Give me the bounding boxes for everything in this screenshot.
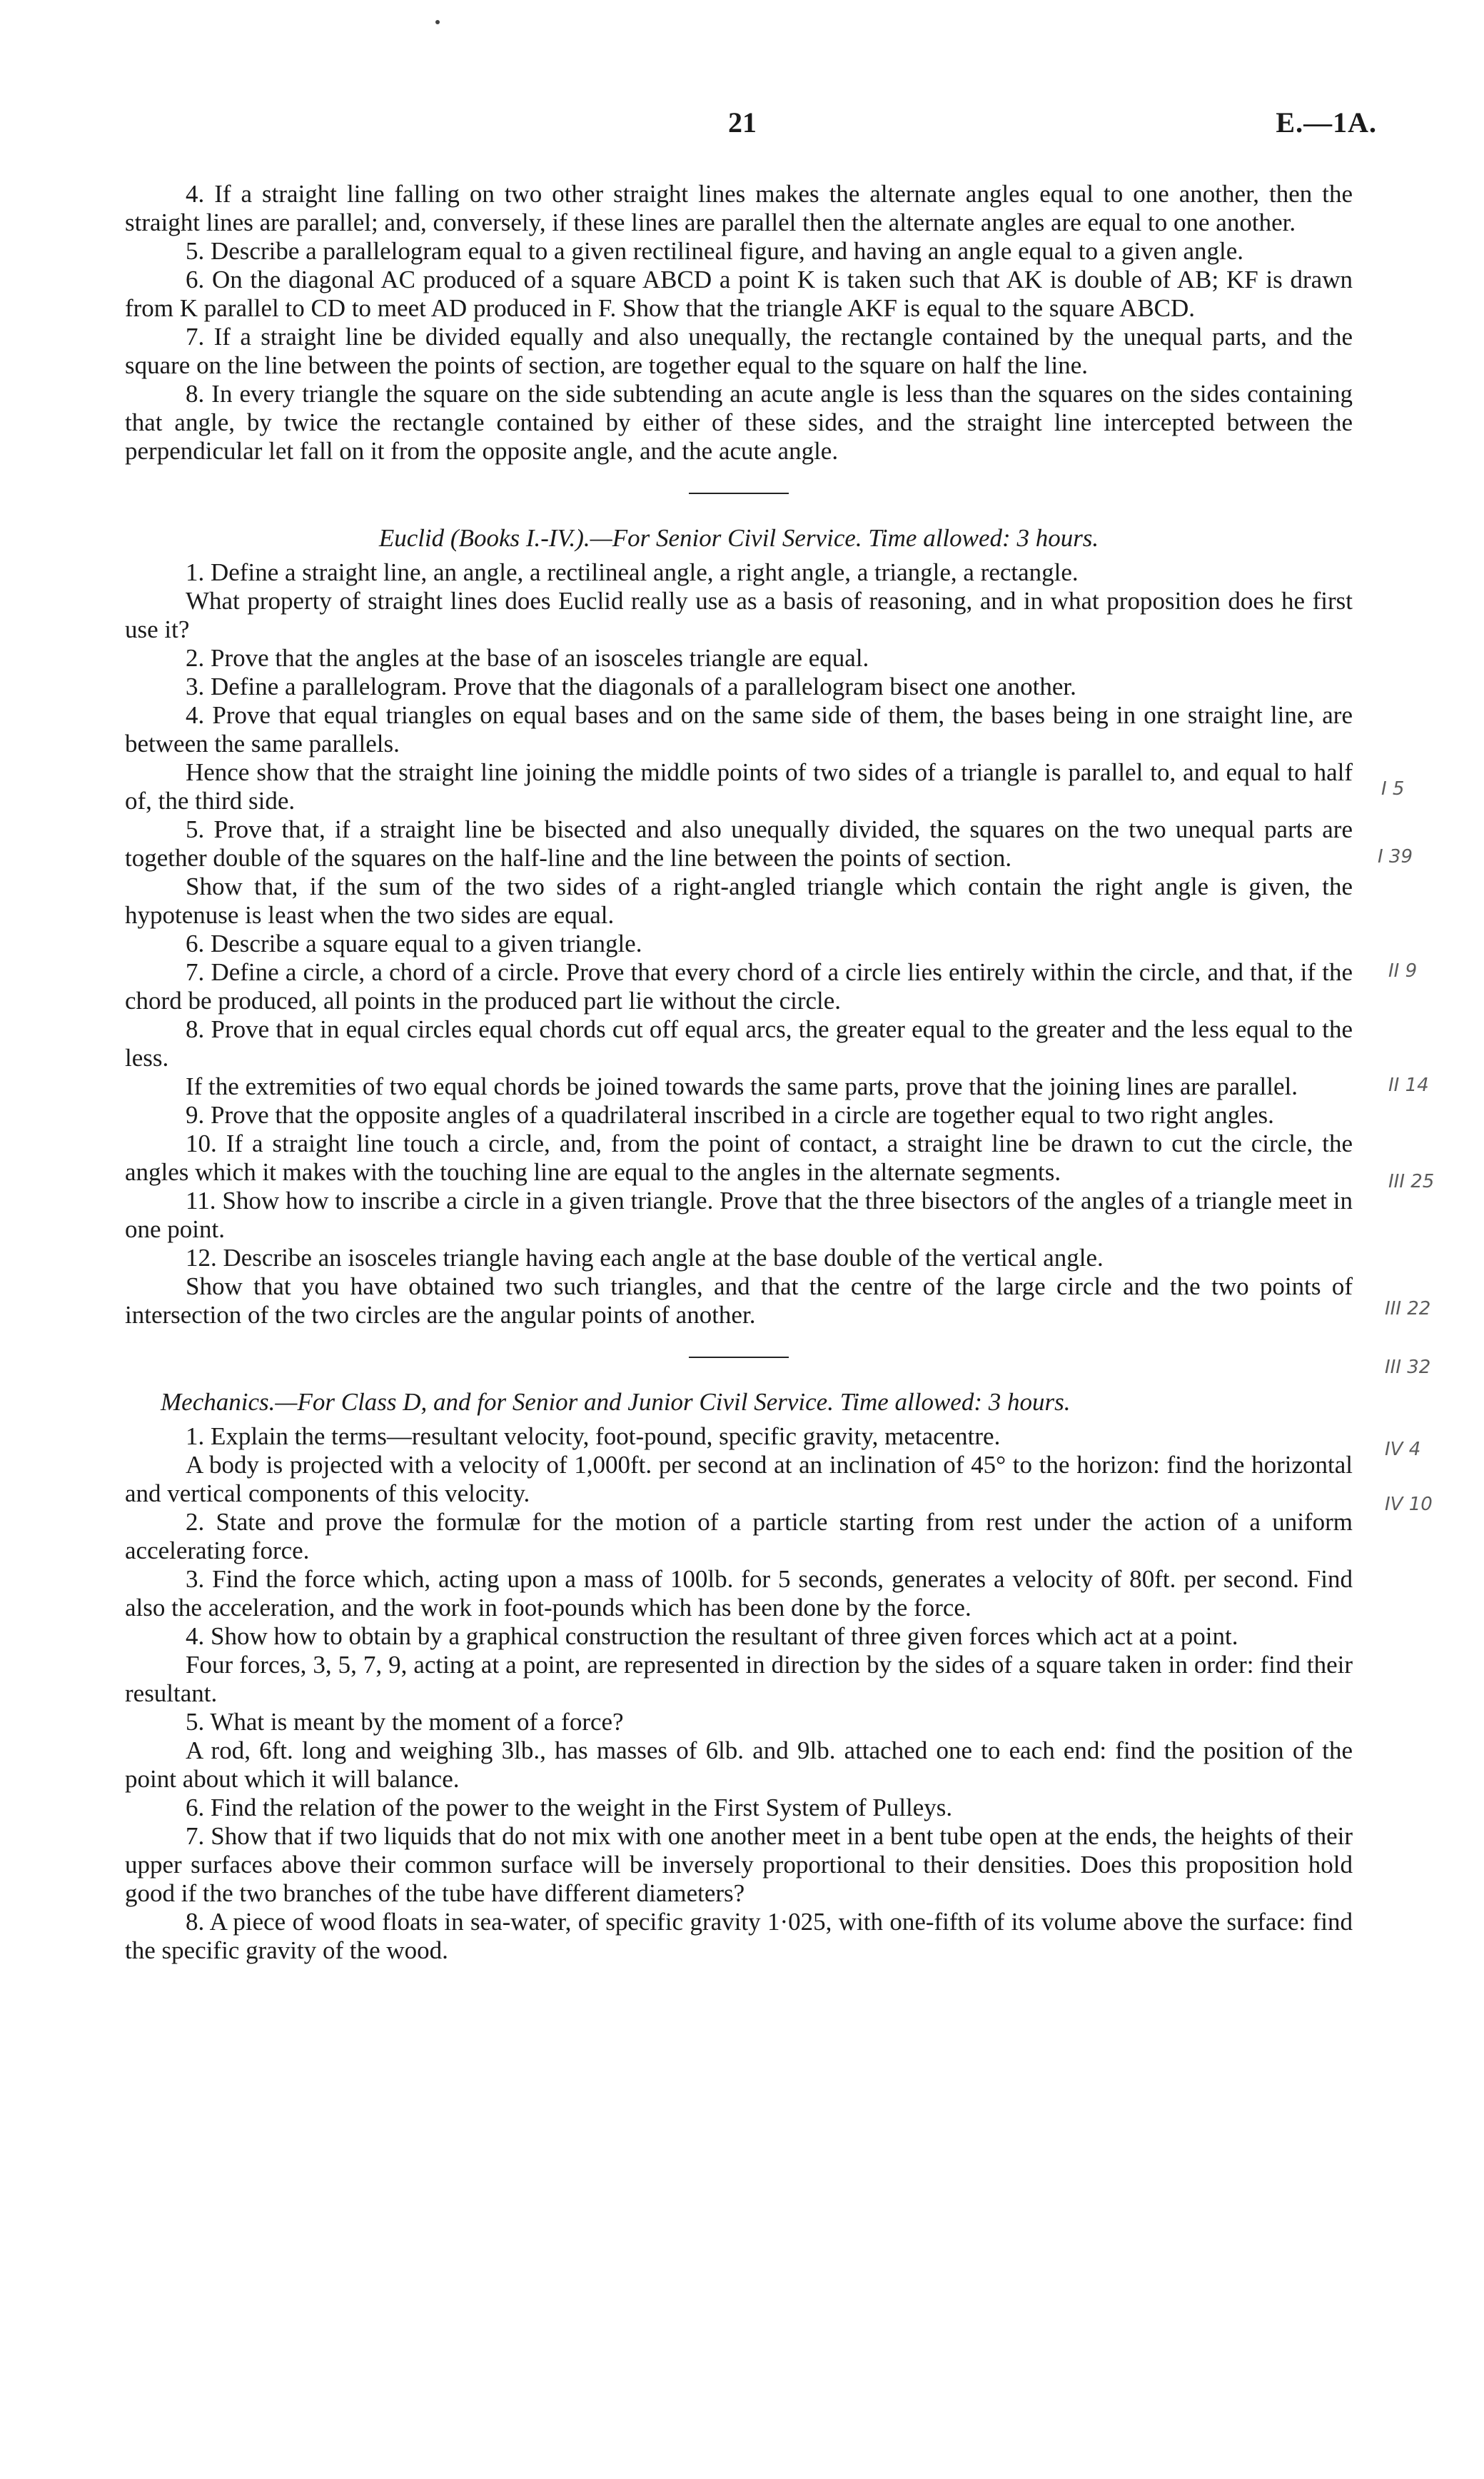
margin-note: I 39 xyxy=(1378,846,1413,868)
question-paragraph: 4. If a straight line falling on two other straight lines makes the alternate angles equal to one another, then the straight lines are parallel; and, conversely, if these lines are parallel then the alternate angles are equal to one another. xyxy=(125,180,1353,236)
question-paragraph: 11. Show how to inscribe a circle in a given triangle. Prove that the three bisectors of the angles of a triangle meet in one point. xyxy=(125,1187,1353,1243)
margin-note: II 14 xyxy=(1388,1075,1429,1096)
section-euclid xyxy=(125,524,1353,1329)
document-reference: E.—1A. xyxy=(1276,106,1377,139)
margin-note: III 25 xyxy=(1388,1171,1435,1192)
question-paragraph: 2. State and prove the formulæ for the motion of a particle starting from rest under the action of a uniform accelerating force. xyxy=(125,1508,1353,1564)
question-paragraph: Show that you have obtained two such triangles, and that the centre of the large circle and the two points of intersection of the two circles are the angular points of another. xyxy=(125,1272,1353,1329)
section-geometry-continued xyxy=(125,180,1353,466)
question-paragraph: What property of straight lines does Euclid really use as a basis of reasoning, and in what proposition does he first use it? xyxy=(125,587,1353,643)
margin-note: III 32 xyxy=(1385,1357,1431,1378)
question-paragraph: 10. If a straight line touch a circle, and, from the point of contact, a straight line be drawn to cut the circle, the angles which it makes with the touching line are equal to the angles in the alternate segments. xyxy=(125,1130,1353,1186)
question-paragraph: 12. Describe an isosceles triangle having each angle at the base double of the vertical angle. xyxy=(186,1244,1104,1272)
question-paragraph: 7. If a straight line be divided equally and also unequally, the rectangle contained by the unequal parts, and the square on the line between the points of section, are together equal to the square on half the line. xyxy=(125,323,1353,379)
section-divider xyxy=(689,493,789,494)
question-paragraph: 6. Find the relation of the power to the weight in the First System of Pulleys. xyxy=(186,1794,953,1821)
question-paragraph: 4. Show how to obtain by a graphical construction the resultant of three given forces which act at a point. xyxy=(186,1622,1238,1650)
question-paragraph: A body is projected with a velocity of 1,000ft. per second at an inclination of 45° to the horizon: find the horizontal and vertical components of this velocity. xyxy=(125,1451,1353,1507)
question-paragraph: 8. Prove that in equal circles equal chords cut off equal arcs, the greater equal to the greater and the less equal to the less. xyxy=(125,1015,1353,1072)
question-paragraph: Four forces, 3, 5, 7, 9, acting at a point, are represented in direction by the sides of a square taken in order: find their resultant. xyxy=(125,1651,1353,1707)
question-paragraph: 8. A piece of wood floats in sea-water, of specific gravity 1·025, with one-fifth of its volume above the surface: find the specific gravity of the wood. xyxy=(125,1908,1353,1964)
margin-note: II 9 xyxy=(1388,960,1418,982)
question-paragraph: If the extremities of two equal chords be joined towards the same parts, prove that the joining lines are parallel. xyxy=(186,1072,1298,1100)
margin-note: IV 4 xyxy=(1385,1439,1421,1460)
question-paragraph: 7. Show that if two liquids that do not mix with one another meet in a bent tube open at the ends, the heights of their upper surfaces above their common surface will be inversely proportional to their densities. Does this proposition hold good if the two branches of the tube have different diameters? xyxy=(125,1822,1353,1907)
question-paragraph: 5. Describe a parallelogram equal to a given rectilineal figure, and having an angle equal to a given angle. xyxy=(186,237,1244,265)
question-paragraph: 4. Prove that equal triangles on equal bases and on the same side of them, the bases being in one straight line, are between the same parallels. xyxy=(125,701,1353,758)
margin-note: IV 10 xyxy=(1385,1494,1433,1515)
section-mechanics xyxy=(125,1388,1353,1965)
section-heading: Euclid (Books I.-IV.).—For Senior Civil Service. Time allowed: 3 hours. xyxy=(378,524,1099,552)
question-paragraph: 9. Prove that the opposite angles of a quadrilateral inscribed in a circle are together equal to two right angles. xyxy=(186,1101,1274,1129)
question-paragraph: 7. Define a circle, a chord of a circle. Prove that every chord of a circle lies entirely within the circle, and that, if the chord be produced, all points in the produced part lie without the circle. xyxy=(125,958,1353,1015)
question-paragraph: Hence show that the straight line joining the middle points of two sides of a triangle is parallel to, and equal to half of, the third side. xyxy=(125,758,1353,815)
scan-speck xyxy=(435,20,440,24)
question-paragraph: 3. Define a parallelogram. Prove that the diagonals of a parallelogram bisect one another. xyxy=(186,673,1076,700)
margin-note: III 22 xyxy=(1385,1298,1431,1319)
question-paragraph: A rod, 6ft. long and weighing 3lb., has masses of 6lb. and 9lb. attached one to each end: find the position of the point about which it will balance. xyxy=(125,1736,1353,1793)
question-paragraph: 5. What is meant by the moment of a force? xyxy=(186,1708,624,1736)
question-paragraph: Show that, if the sum of the two sides of a right-angled triangle which contain the right angle is given, the hypotenuse is least when the two sides are equal. xyxy=(125,873,1353,929)
margin-note: I 5 xyxy=(1381,778,1405,800)
question-paragraph: 1. Explain the terms—resultant velocity, foot-pound, specific gravity, metacentre. xyxy=(186,1422,1001,1450)
question-paragraph: 6. On the diagonal AC produced of a square ABCD a point K is taken such that AK is double of AB; KF is drawn from K parallel to CD to meet AD produced in F. Show that the triangle AKF is equal to the square ABCD. xyxy=(125,266,1353,322)
question-paragraph: 6. Describe a square equal to a given triangle. xyxy=(186,930,642,957)
section-heading: Mechanics.—For Class D, and for Senior and Junior Civil Service. Time allowed: 3 hours. xyxy=(161,1388,1071,1416)
question-paragraph: 8. In every triangle the square on the side subtending an acute angle is less than the squares on the sides containing that angle, by twice the rectangle contained by either of these sides, and the straight line intercepted between the perpendicular let fall on it from the opposite angle, and the acute angle. xyxy=(125,380,1353,465)
question-paragraph: 3. Find the force which, acting upon a mass of 100lb. for 5 seconds, generates a velocity of 80ft. per second. Find also the acceleration, and the work in foot-pounds which has been done by the force. xyxy=(125,1565,1353,1621)
page-number: 21 xyxy=(728,106,757,139)
question-paragraph: 2. Prove that the angles at the base of an isosceles triangle are equal. xyxy=(186,644,869,672)
page-content xyxy=(125,180,1353,1965)
question-paragraph: 5. Prove that, if a straight line be bisected and also unequally divided, the squares on the two unequal parts are together double of the squares on the half-line and the line between the points of section. xyxy=(125,815,1353,872)
question-paragraph: 1. Define a straight line, an angle, a rectilineal angle, a right angle, a triangle, a rectangle. xyxy=(186,558,1079,586)
section-divider xyxy=(689,1357,789,1358)
